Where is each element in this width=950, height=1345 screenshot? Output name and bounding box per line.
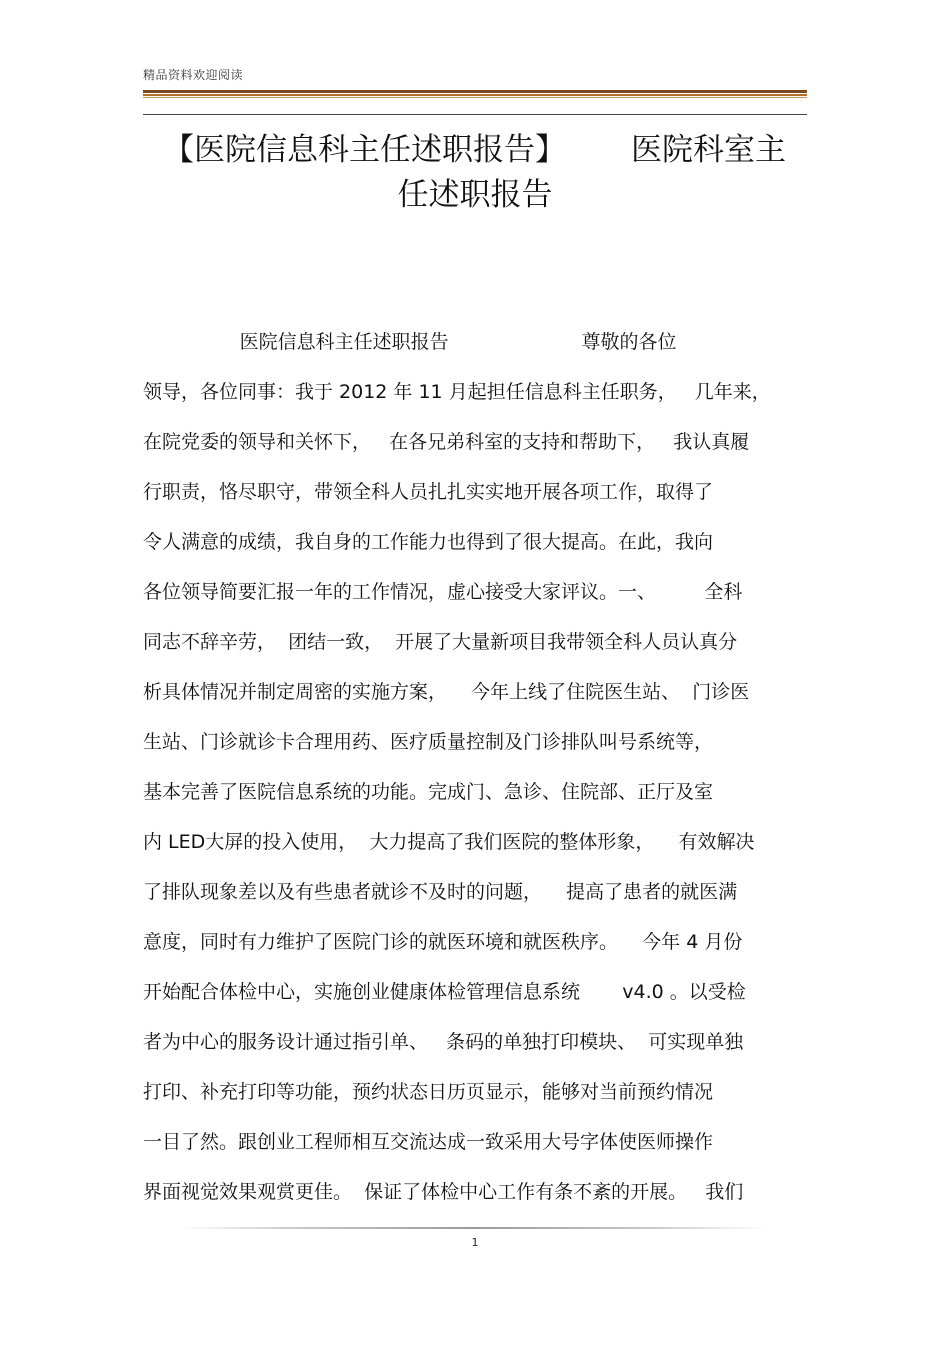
body-line: 内 LED大屏的投入使用， 大力提高了我们医院的整体形象， 有效解决 bbox=[143, 831, 755, 853]
header-rule-thin bbox=[143, 114, 807, 115]
body-line: 意度，同时有力维护了医院门诊的就医环境和就医秩序。 今年 4 月份 bbox=[143, 931, 743, 953]
header-rule-mid bbox=[143, 94, 807, 96]
body-line: 析具体情况并制定周密的实施方案， 今年上线了住院医生站、 门诊医 bbox=[143, 681, 750, 703]
page-number: 1 bbox=[471, 1236, 479, 1249]
header-rule-dark bbox=[143, 90, 807, 93]
body-line: 同志不辞辛劳， 团结一致， 开展了大量新项目我带领全科人员认真分 bbox=[143, 631, 738, 653]
body-line: 者为中心的服务设计通过指引单、 条码的单独打印模块、 可实现单独 bbox=[143, 1031, 744, 1053]
page-header-text: 精品资料欢迎阅读 bbox=[143, 68, 244, 82]
body-line: 基本完善了医院信息系统的功能。完成门、急诊、住院部、正厅及室 bbox=[143, 781, 714, 803]
body-line: 行职责，恪尽职守，带领全科人员扎扎实实地开展各项工作，取得了 bbox=[143, 481, 714, 503]
body-line: 令人满意的成绩，我自身的工作能力也得到了很大提高。在此，我向 bbox=[143, 531, 714, 553]
body-line: 界面视觉效果观赏更佳。 保证了体检中心工作有条不紊的开展。 我们 bbox=[143, 1181, 744, 1203]
body-line: 在院党委的领导和关怀下， 在各兄弟科室的支持和帮助下， 我认真履 bbox=[143, 431, 750, 453]
document-title-left: 【医院信息科主任述职报告】 bbox=[163, 132, 566, 168]
body-line: 各位领导简要汇报一年的工作情况，虚心接受大家评议。一、 全科 bbox=[143, 581, 743, 603]
body-line: 医院信息科主任述职报告 尊敬的各位 bbox=[143, 331, 677, 353]
footer-rule bbox=[180, 1227, 765, 1229]
header-rule-light bbox=[143, 97, 807, 98]
body-line: 生站、门诊就诊卡合理用药、医疗质量控制及门诊排队叫号系统等， bbox=[143, 731, 714, 753]
body-line: 打印、补充打印等功能，预约状态日历页显示，能够对当前预约情况 bbox=[143, 1081, 714, 1103]
body-line: 开始配合体检中心，实施创业健康体检管理信息系统 v4.0 。以受检 bbox=[143, 981, 746, 1003]
document-title-right: 医院科室主 bbox=[631, 132, 786, 168]
body-line: 领导，各位同事：我于 2012 年 11 月起担任信息科主任职务， 几年来， bbox=[143, 381, 771, 403]
body-line: 一目了然。跟创业工程师相互交流达成一致采用大号字体使医师操作 bbox=[143, 1131, 714, 1153]
document-title-line-2: 任述职报告 bbox=[397, 177, 553, 213]
body-line: 了排队现象差以及有些患者就诊不及时的问题， 提高了患者的就医满 bbox=[143, 881, 738, 903]
